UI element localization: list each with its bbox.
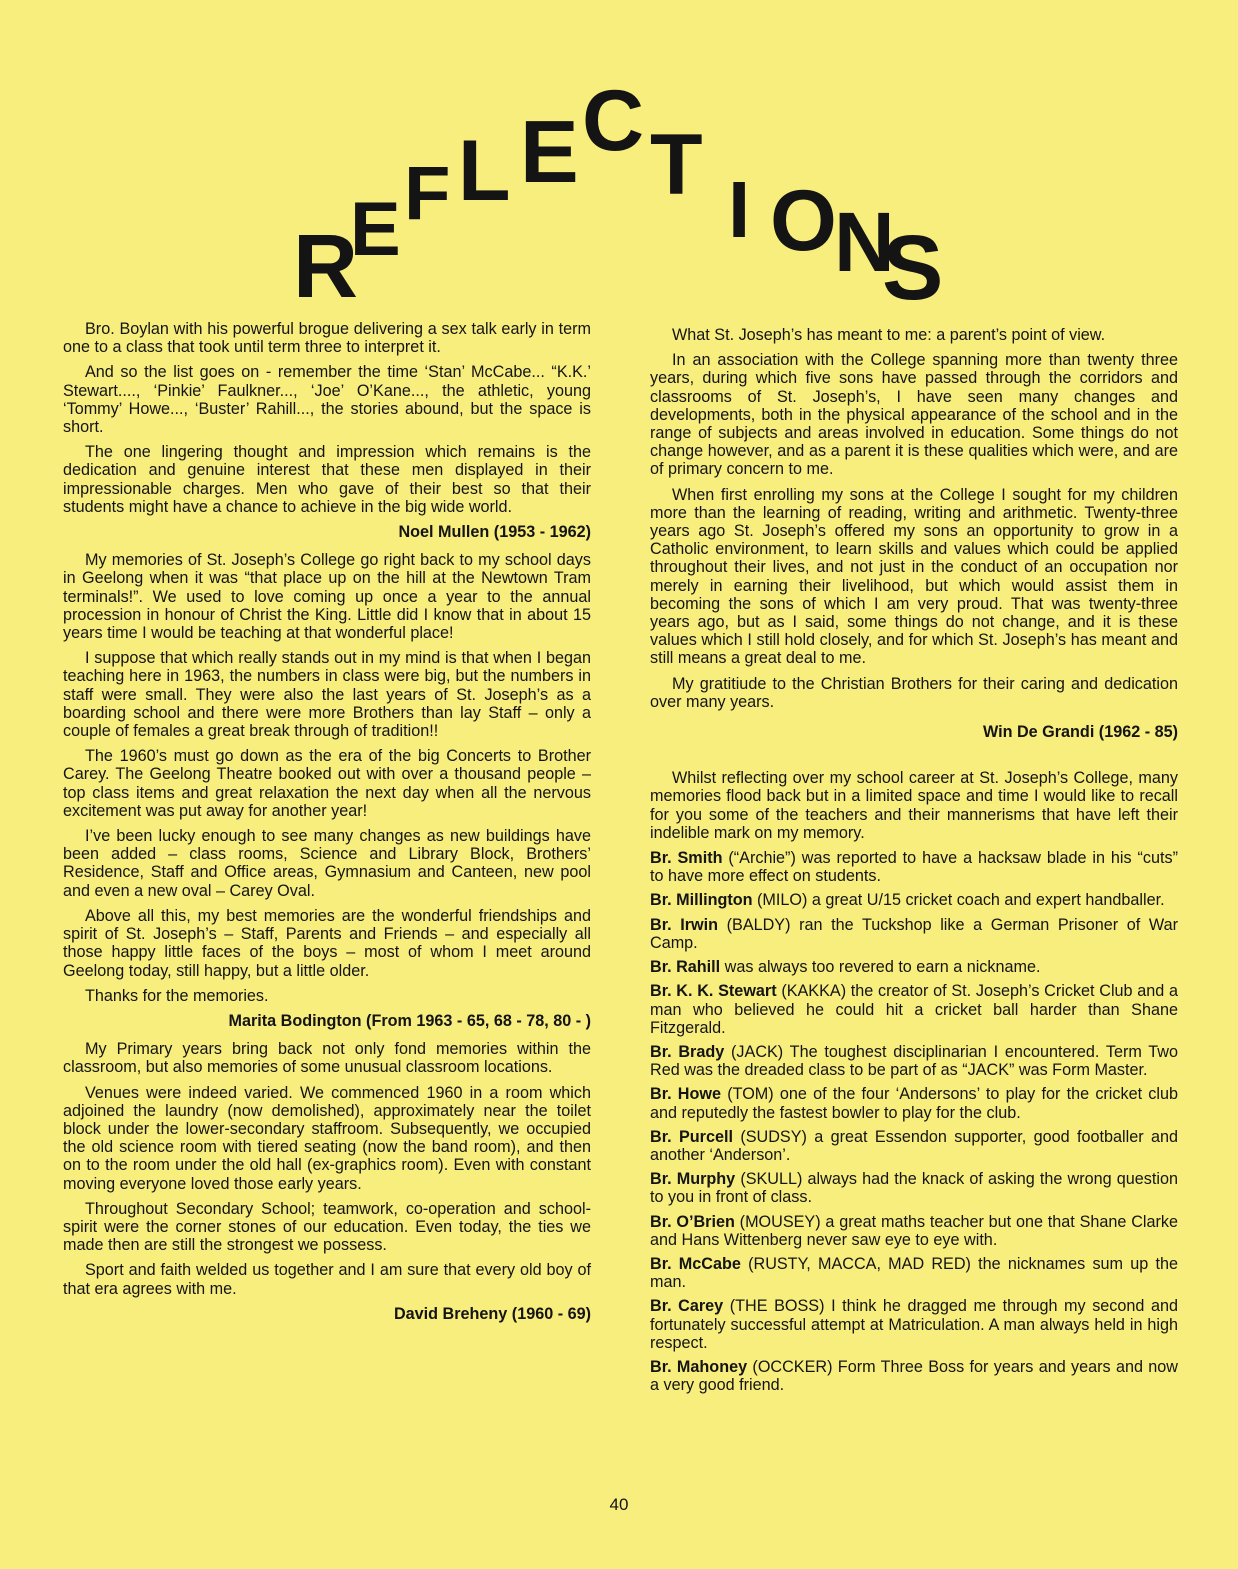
brother-name: Br. Smith — [650, 849, 723, 868]
brother-description: (BALDY) ran the Tuckshop like a German Prisoner of War Camp. — [650, 915, 1178, 952]
paragraph: I’ve been lucky enough to see many changes as new buildings have been added – class rooms, Science and Library Block, Brothers’ Residence, Staff and Office areas, Gymnasium and Canteen, new pool and even a new oval – Carey Oval. — [63, 827, 591, 900]
brother-name: Br. Irwin — [650, 915, 718, 934]
author-signature: Win De Grandi (1962 - 85) — [982, 723, 1178, 742]
brother-description: (SKULL) always had the knack of asking the wrong question to you in front of class. — [650, 1170, 1178, 1207]
paragraph: Throughout Secondary School; teamwork, co-operation and school-spirit were the corner stones of our education. Even today, the ties we made then are still the strongest we possess. — [63, 1199, 591, 1255]
brother-description: (MILO) a great U/15 cricket coach and expert handballer. — [752, 891, 1165, 910]
paragraph: The 1960’s must go down as the era of the big Concerts to Brother Carey. The Geelong Theatre booked out with over a thousand people – top class items and great relaxation the next day when all the nervous excitement was put away for another year! — [63, 747, 591, 820]
brother-entry — [650, 1128, 1178, 1164]
title-letter: S — [882, 217, 944, 319]
brother-name: Br. Carey — [650, 1297, 724, 1316]
brother-entry — [650, 1213, 1178, 1249]
brother-name: Br. McCabe — [650, 1254, 741, 1273]
paragraph: My memories of St. Joseph’s College go right back to my school days in Geelong when it was “that place up on the hill at the Newtown Tram terminals!”. We used to love coming up once a year to the annual procession in honour of Christ the King. Little did I know that in about 15 years time I would be teaching at that wonderful place! — [63, 551, 591, 643]
brother-name: Br. Murphy — [650, 1170, 736, 1189]
paragraph: My Primary years bring back not only fond memories within the classroom, but also memories of some unusual classroom locations. — [63, 1040, 591, 1077]
title-letter: E — [520, 102, 579, 201]
author-signature: Marita Bodington (From 1963 - 65, 68 - 78, 80 - ) — [228, 1011, 591, 1030]
page-number: 40 — [609, 1495, 629, 1514]
brother-description: (“Archie”) was reported to have a hacksaw blade in his “cuts” to have more effect on students. — [650, 849, 1179, 886]
paragraph: When first enrolling my sons at the College I sought for my children more than the learning of reading, writing and arithmetic. Twenty-three years ago St. Joseph’s offered my sons an opportunity to grow in a Catholic environment, to learn skills and values which could be applied throughout their lives, and not just in the conduct of an occupation nor merely in earning their livelihood, but which would assist them in becoming the sons of which I am very proud. That was twenty-three years ago, but as I said, some things do not change, and it is these values which I still hold closely, and for which St. Joseph’s has meant and still means a great deal to me. — [650, 485, 1178, 668]
brother-entry — [650, 1043, 1178, 1079]
author-signature: Noel Mullen (1953 - 1962) — [398, 523, 591, 542]
brother-description: (TOM) one of the four ‘Andersons’ to play for the cricket club and reputedly the fastest bowler to play for the club. — [650, 1085, 1178, 1122]
brother-entry — [650, 982, 1178, 1037]
brother-description: (MOUSEY) a great maths teacher but one that Shane Clarke and Hans Wittenberg never saw eye to eye with. — [650, 1212, 1178, 1249]
paragraph: What St. Joseph’s has meant to me: a parent’s point of view. — [672, 326, 1106, 344]
paragraph: The one lingering thought and impression which remains is the dedication and genuine interest that these men displayed in their impressionable charges. Men who gave of their best so that their students might have a chance to achieve in the big wide world. — [63, 443, 591, 516]
brother-entry — [650, 1085, 1178, 1121]
title-letter: C — [582, 73, 645, 169]
brother-description: (SUDSY) a great Essendon supporter, good footballer and another ‘Anderson’. — [650, 1127, 1178, 1164]
title-letter: T — [650, 117, 703, 213]
paragraph: My gratitiude to the Christian Brothers for their caring and dedication over many years. — [650, 674, 1178, 711]
brother-name: Br. Purcell — [650, 1127, 733, 1146]
paragraph: Sport and faith welded us together and I am sure that every old boy of that era agrees with me. — [63, 1261, 591, 1298]
brother-entry — [650, 1297, 1178, 1352]
title-letter: I — [728, 165, 751, 254]
title-letter: E — [350, 187, 401, 272]
brother-name: Br. Brady — [650, 1042, 725, 1061]
brother-name: Br. O’Brien — [650, 1212, 735, 1231]
brother-name: Br. Howe — [650, 1085, 721, 1104]
brother-entry — [650, 849, 1178, 885]
paragraph: And so the list goes on - remember the time ‘Stan’ McCabe... “K.K.’ Stewart...., ‘Pinkie’ Faulkner..., ‘Joe’ O’Kane..., the athletic, young ‘Tommy’ Howe..., ‘Buster’ Rahill..., the stories abound, but the space is short. — [63, 363, 591, 437]
brother-name: Br. K. K. Stewart — [650, 982, 777, 1001]
brother-entry — [650, 1255, 1178, 1291]
brother-description: (JACK) The toughest disciplinarian I encountered. Term Two Red was the dreaded class to be part of as “JACK” was Form Master. — [650, 1042, 1178, 1080]
right-column — [650, 320, 1178, 1400]
brother-entry — [650, 958, 1178, 976]
brother-description: (RUSTY, MACCA, MAD RED) the nicknames sum up the man. — [650, 1254, 1178, 1292]
brother-description: (THE BOSS) I think he dragged me through my second and fortunately successful attempt at Matriculation. A man always held in high respect. — [650, 1297, 1179, 1352]
paragraph: Bro. Boylan with his powerful brogue delivering a sex talk early in term one to a class that took until term three to interpret it. — [63, 320, 591, 357]
paragraph: Thanks for the memories. — [85, 986, 269, 1005]
brother-entry — [650, 1358, 1178, 1394]
paragraph: Above all this, my best memories are the wonderful friendships and spirit of St. Joseph’s – Staff, Parents and Friends – and especially all those happy little faces of the boys – most of whom I meet around Geelong today, still happy, but a little older. — [63, 906, 591, 980]
brother-description: (OCCKER) Form Three Boss for years and years and now a very good friend. — [650, 1357, 1179, 1395]
title-letter: F — [404, 151, 451, 236]
brother-name: Br. Millington — [650, 891, 753, 910]
left-column — [63, 320, 591, 1333]
title-letter: O — [770, 173, 837, 269]
title-letter: N — [834, 195, 895, 289]
paragraph: Venues were indeed varied. We commenced 1960 in a room which adjoined the laundry (now demolished), approximately near the toilet block under the lower-secondary staffroom. Subsequently, we occupied the old science room with tiered seating (now the band room), and then on to the room under the old hall (ex-graphics room). Even with constant moving everyone loved those early years. — [63, 1083, 591, 1193]
title-letter: R — [293, 217, 358, 317]
paragraph: In an association with the College spanning more than twenty three years, during which five sons have passed through the corridors and classrooms of St. Joseph’s, I have seen many changes and developments, both in the physical appearance of the school and in the range of subjects and areas involved in education. Some things do not change however, and as a parent it is these qualities which were, and are of primary concern to me. — [650, 351, 1178, 479]
brother-entry — [650, 916, 1178, 952]
brother-description: (KAKKA) the creator of St. Joseph’s Cricket Club and a man who believed he could hit a cricket ball harder than Shane Fitzgerald. — [650, 982, 1178, 1037]
paragraph: Whilst reflecting over my school career at St. Joseph’s College, many memories flood back but in a limited space and time I would like to recall for you some of the teachers and their mannerisms that have left their indelible mark on my memory. — [650, 769, 1178, 842]
brother-description: was always too revered to earn a nickname. — [720, 958, 1041, 977]
brother-entry — [650, 1170, 1178, 1206]
brother-name: Br. Rahill — [650, 958, 721, 977]
author-signature: David Breheny (1960 - 69) — [393, 1304, 591, 1323]
paragraph: I suppose that which really stands out in my mind is that when I began teaching here in 1963, the numbers in class were big, but the numbers in staff were small. They were also the last years of St. Joseph’s as a boarding school and there were more Brothers than lay Staff – only a couple of females a great break through of tradition!! — [63, 649, 591, 741]
brother-name: Br. Mahoney — [650, 1357, 748, 1376]
title-letter: L — [458, 123, 511, 219]
brother-entry — [650, 891, 1178, 909]
